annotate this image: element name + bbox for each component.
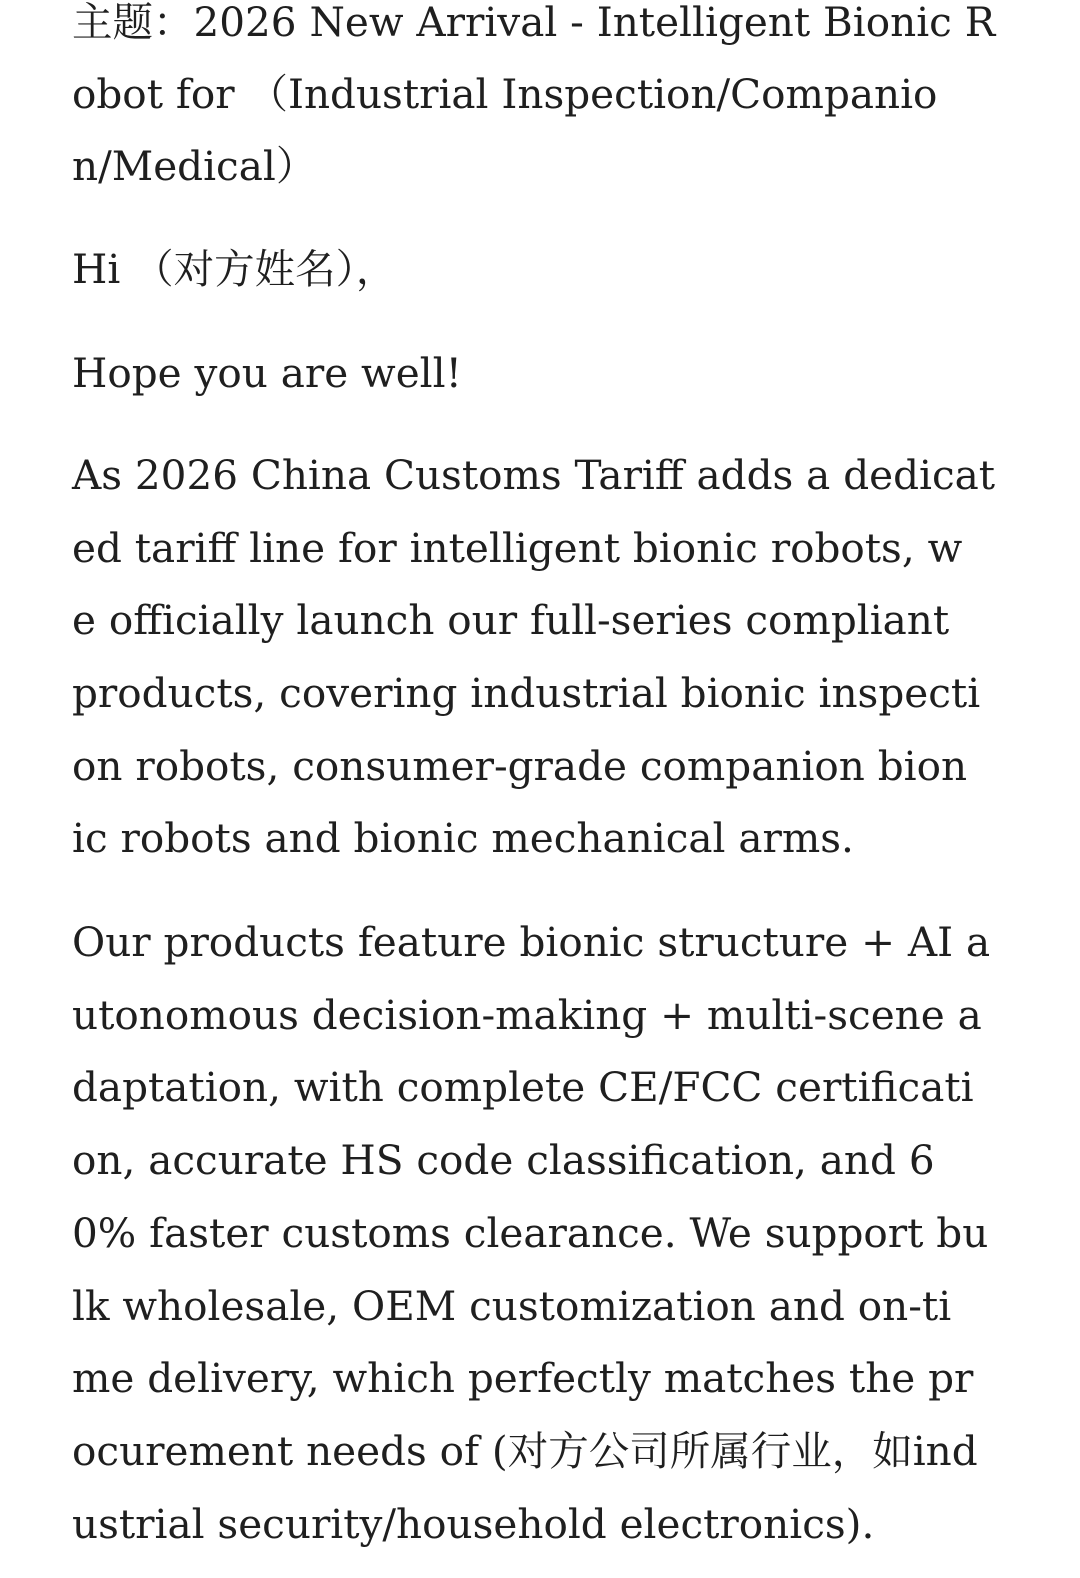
paragraph-1-line: ic robots and bionic mechanical arms. <box>72 814 854 862</box>
paragraph-2-line: daptation, with complete CE/FCC certificati <box>72 1063 974 1111</box>
paragraph-1-line: As 2026 China Customs Tariff adds a dedicat <box>72 451 996 499</box>
greeting: Hi （对方姓名）， <box>72 245 397 293</box>
paragraph-2-line: ustrial security/household electronics). <box>72 1500 875 1548</box>
subject-line-1: 主题：2026 New Arrival - Intelligent Bionic R <box>72 0 996 46</box>
paragraph-1-line: products, covering industrial bionic inspecti <box>72 669 981 717</box>
paragraph-2-line: utonomous decision-making + multi-scene a <box>72 991 982 1039</box>
subject-line-2: obot for （Industrial Inspection/Companio <box>72 70 938 118</box>
paragraph-1-line: e officially launch our full-series compliant <box>72 596 950 644</box>
paragraph-1-line: on robots, consumer-grade companion bion <box>72 742 968 790</box>
opening-line: Hope you are well! <box>72 349 462 397</box>
paragraph-1-line: ed tariff line for intelligent bionic robots, w <box>72 524 963 572</box>
paragraph-2-line: 0% faster customs clearance. We support bu <box>72 1209 989 1257</box>
paragraph-2-line: lk wholesale, OEM customization and on-ti <box>72 1282 952 1330</box>
paragraph-2-line: on, accurate HS code classification, and 6 <box>72 1136 935 1184</box>
paragraph-2-line: ocurement needs of (对方公司所属行业，如ind <box>72 1427 978 1475</box>
paragraph-2-line: Our products feature bionic structure + AI a <box>72 918 991 966</box>
paragraph-2-line: me delivery, which perfectly matches the pr <box>72 1354 974 1402</box>
subject-line-3: n/Medical） <box>72 142 317 190</box>
